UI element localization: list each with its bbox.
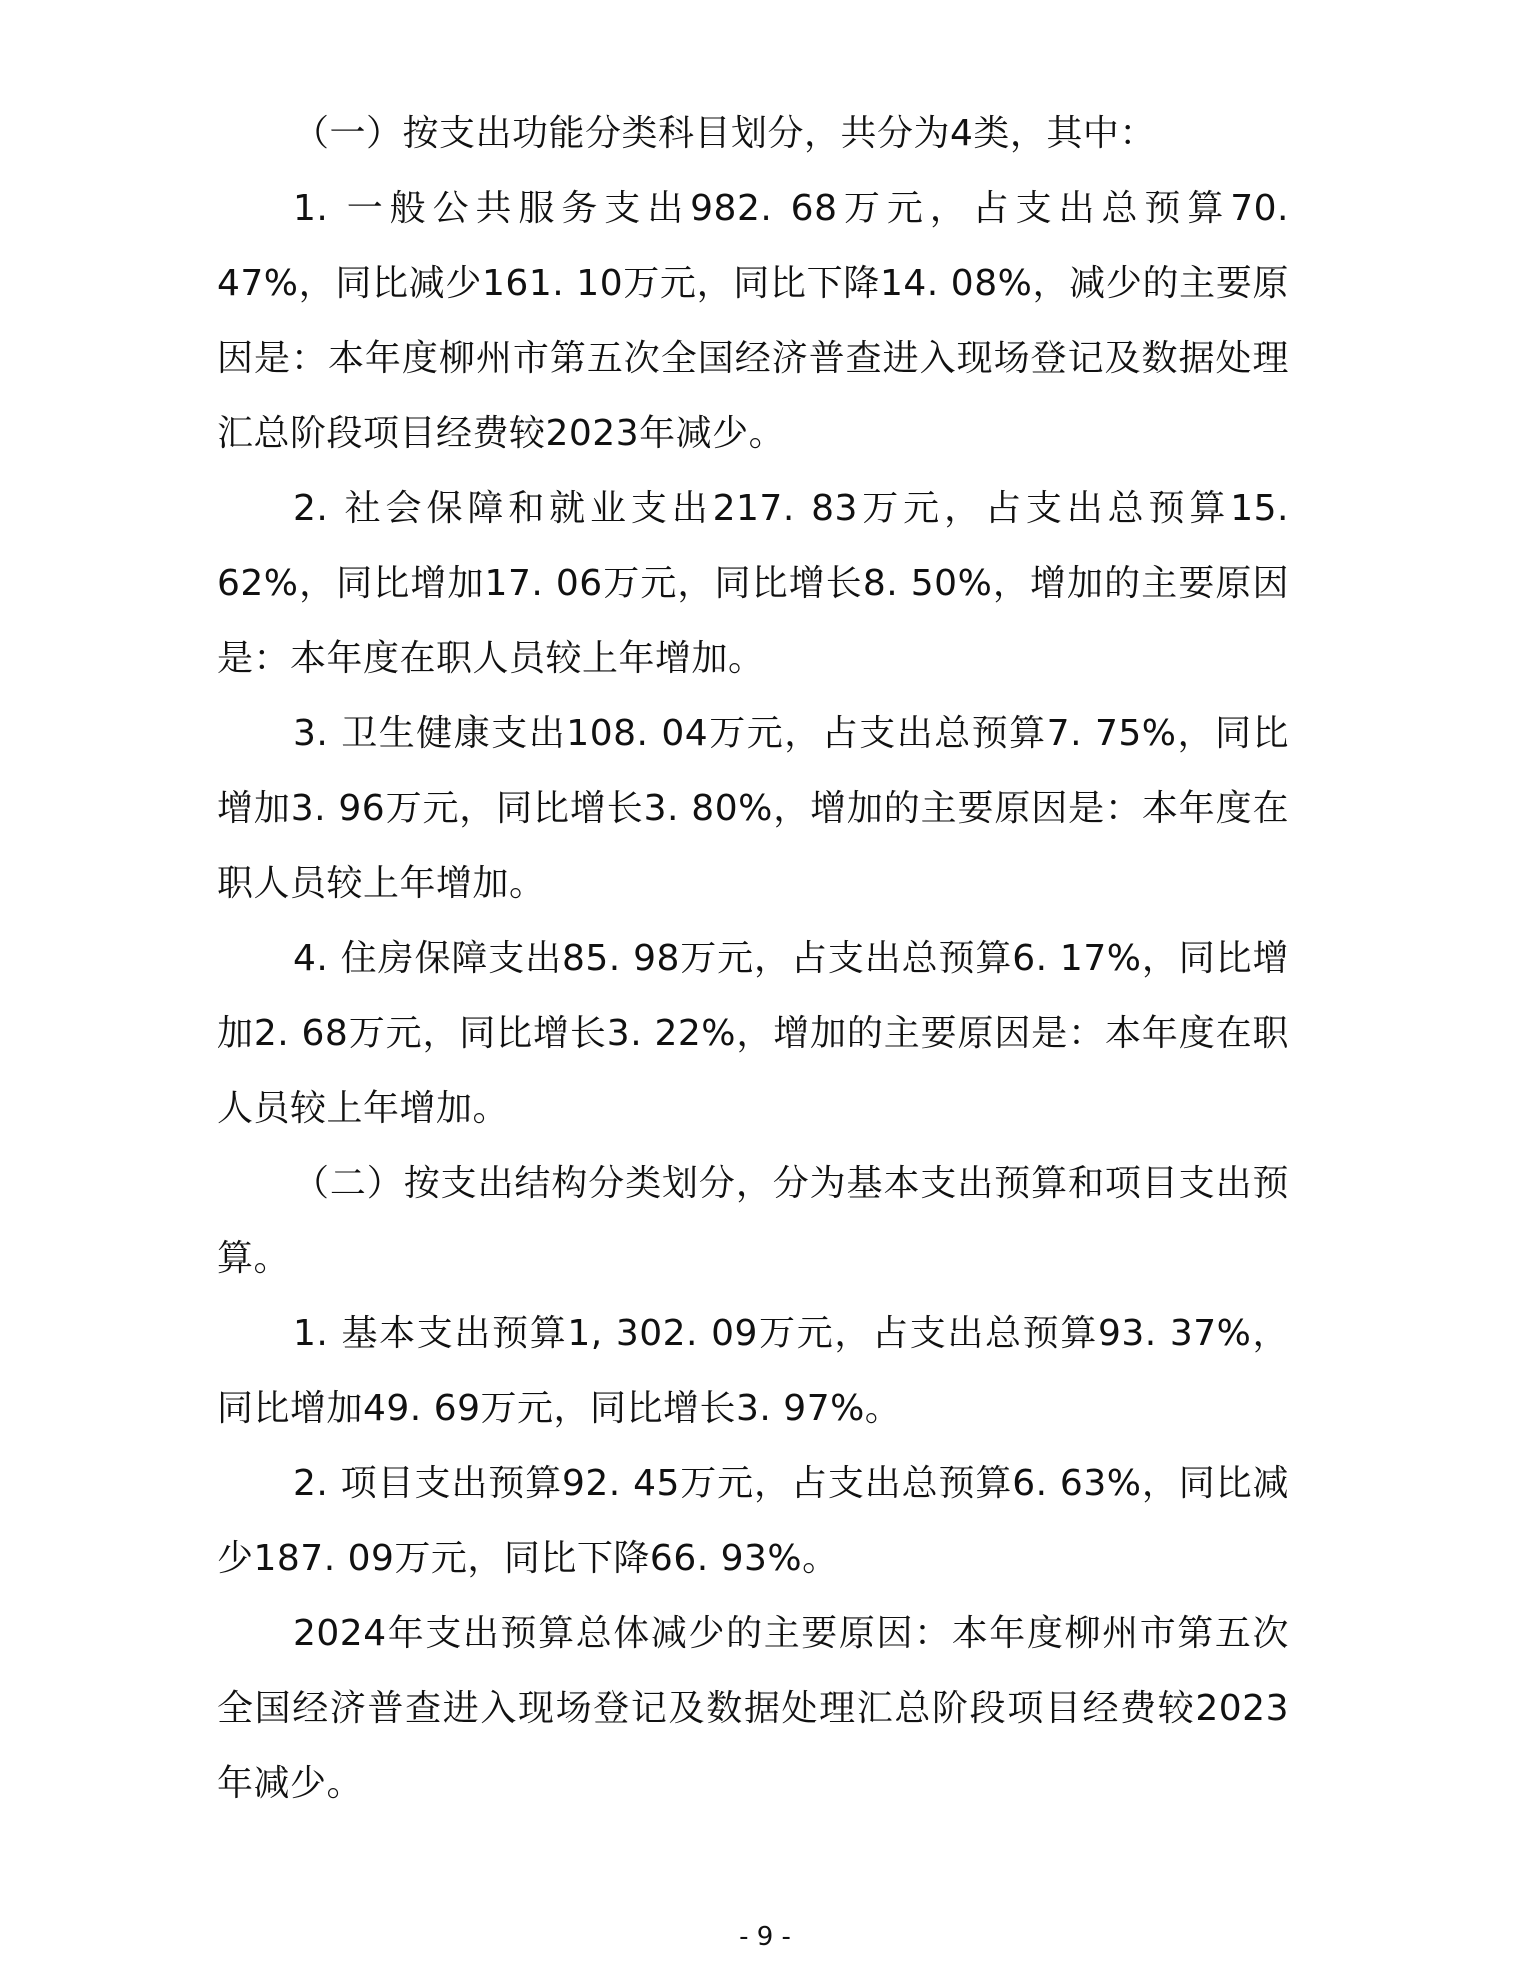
- section-heading-structural: （二）按支出结构分类划分，分为基本支出预算和项目支出预算。: [217, 1163, 1289, 1279]
- paragraph-health: 3. 卫生健康支出108. 04万元，占支出总预算7. 75%，同比增加3. 96万元，同比增长3. 80%，增加的主要原因是：本年度在职人员较上年增加。: [217, 713, 1289, 904]
- paragraph-basic-expenditure: 1. 基本支出预算1, 302. 09万元，占支出总预算93. 37%，同比增加49. 69万元，同比增长3. 97%。: [217, 1313, 1289, 1429]
- paragraph-project-expenditure: 2. 项目支出预算92. 45万元，占支出总预算6. 63%，同比减少187. 09万元，同比下降66. 93%。: [217, 1463, 1289, 1579]
- paragraph-general-public-services: 1. 一般公共服务支出982. 68万元，占支出总预算70. 47%，同比减少161. 10万元，同比下降14. 08%，减少的主要原因是：本年度柳州市第五次全国经济普查进入现场登记及数据处理汇总阶段项目经费较2023年减少。: [217, 188, 1289, 454]
- paragraph-overall-reason: 2024年支出预算总体减少的主要原因：本年度柳州市第五次全国经济普查进入现场登记及数据处理汇总阶段项目经费较2023年减少。: [217, 1613, 1289, 1804]
- page-number: - 9 -: [739, 1922, 791, 1952]
- paragraph-housing-security: 4. 住房保障支出85. 98万元，占支出总预算6. 17%，同比增加2. 68万元，同比增长3. 22%，增加的主要原因是：本年度在职人员较上年增加。: [217, 938, 1289, 1129]
- paragraph-social-security-employment: 2. 社会保障和就业支出217. 83万元，占支出总预算15. 62%，同比增加17. 06万元，同比增长8. 50%，增加的主要原因是：本年度在职人员较上年增加。: [217, 488, 1289, 679]
- document-body: [217, 96, 1289, 1821]
- section-heading-functional: （一）按支出功能分类科目划分，共分为4类，其中：: [293, 113, 1156, 154]
